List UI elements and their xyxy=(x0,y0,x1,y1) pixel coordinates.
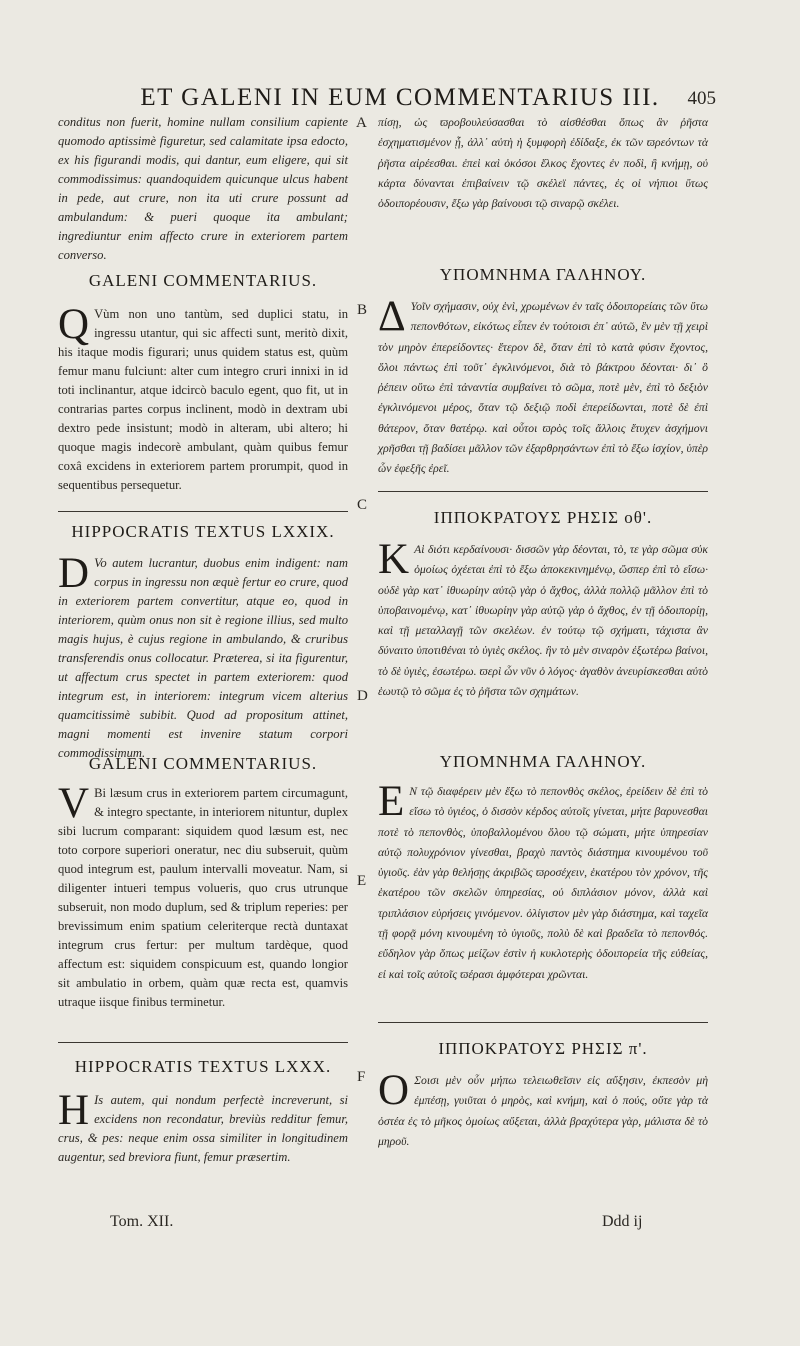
drop-cap: Ε xyxy=(378,778,405,825)
greek-textus-80 xyxy=(378,1067,708,1157)
latin-intro: conditus non fuerit, homine nullam consilium capiente quomodo aptissimè figuretur, sed calamitate ipsa edocto, ex his figurandi modis, qui dantur, eum eligere, qui sit commodissimus: quandoquidem quicunque ulcus habent in pede, aut crure, non ita uti crure possunt ad ambulandum: & pueri quoque ita ambulant; ingrediuntur enim affecto crure in exteriorem partem converso. xyxy=(58,115,348,262)
running-title: ET GALENI IN EUM COMMENTARIUS III. xyxy=(140,84,660,111)
margin-letter-c: C xyxy=(357,497,368,513)
greek-commentary-2 xyxy=(378,778,708,1004)
signature-mark: Ddd ij xyxy=(602,1213,643,1230)
greek-commentary-1-text: Υοῖν σχήμασιν, οὐχ ἑνὶ, χρωμένων ἐν ταῖς ὁδοιπορείαις τῶν ὕτω πεπονθότων, εἰκότως εἶπεν ἐν τούτοισι ἐπ᾽ αὐτῶ, ἓν μὲν τῇ χειρὶ τὸν μηρὸν ἐπερείδοντες· ἕτερον δὲ, ὅταν ἐπὶ τὸ κατὰ φύσιν ἔχοντος, ὅλοι πάντως ἐπὶ τοῦτ᾽ ἐγκλινόμενοι, διὰ τὸ βάκτρου δέονται· δι᾽ ὃ ῥέπειν οὕτω ἐπὶ τἀναντία συμβαίνει τὸ σῶμα, ποτὲ μὲν, ἐπὶ τὸ δεξιὸν ἐγκλινόμενοι μέρος, ὅταν τῷ δεξιῷ ποδὶ ἐπερείδωνται, ποτὲ δὲ ἐπὶ θάτερον, ὅταν θατέρῳ. καὶ οὗτοι ϖρὸς τοῖς ἄλλοις ἔτυχεν ἀσχήμονι χρῆσθαι τῇ βαδίσει μᾶλλον τῶν ἐξαρθρησάντων ἐπὶ τὸ ἔξω ἰσχίον, ὑπὲρ ὧν ἐφεξῆς ἐρεῖ. xyxy=(378,300,708,476)
drop-cap: Q xyxy=(58,301,90,348)
greek-textus-79 xyxy=(378,536,708,740)
drop-cap: H xyxy=(58,1087,90,1134)
margin-letter-e: E xyxy=(357,873,367,889)
latin-heading-textus-80: HIPPOCRATIS TEXTUS LXXX. xyxy=(74,1057,332,1076)
greek-commentary-2-text: Ν τῷ διαφέρειν μὲν ἔξω τὸ πεπονθὸς σκέλος, ἐρείδειν δὲ ἐπὶ τὸ εἴσω τὸ ὑγιέος, ὁ δισσὸν κέρδος αὐτοῖς γίνεται, μήτε βαρυνεσθαι ποτὲ τὸ πεπονθὸς, ὑποβαλλομένου ὅλου τῷ σώματι, μήτε ὑπηρεσίαν αὐτῷ πολυχρόνιον γίνεσθαι, βραχὺ παντὸς διάστημα κινουμένου τοῦ ὑγιοῦς. ἐὰν γὰρ θελήσῃς ἀκριβῶς ϖροσέχειν, ἑκατέρου τὸν χρόνον, τῆς ἑκατέρου τῶν σκελῶν ὑπηρεσίας, οὐ διπλάσιον μόνον, ἀλλὰ καὶ τριπλάσιον εὑρήσεις γινόμενον. ὀλίγιστον μὲν γὰρ διάστημα, καὶ ταχεῖα τῇ φορᾷ μόνη κινουμένη τὸ ὑγιοῦς, πολὺ δὲ καὶ βραδεῖα τὸ πεπονθός. εὔδηλον γὰρ ὅπως μείζων ἐστὶν ἡ κυκλοτερὴς ὁδοιπορεία τῆς εὐθείας, εἰ καὶ τοῖς αὐτοῖς ϖέρασι ἀμφότεραι χρῶνται. xyxy=(378,785,708,981)
greek-column xyxy=(378,113,708,1157)
latin-commentary-1 xyxy=(58,301,348,497)
page-number: 405 xyxy=(687,88,716,109)
latin-textus-80 xyxy=(58,1087,348,1187)
drop-cap: V xyxy=(58,780,90,827)
latin-textus-79-text: Vo autem lucrantur, duobus enim indigent: nam corpus in ingressu non æquè fertur eo crure, quod in exteriorem partem convertitur, atque eo, quod in interiorem, quùm onus non sit è regione illius, sed multo magis hujus, è cujus regione in ambulando, & cruribus transferendis onus collocatur. Præterea, si ita figurentur, ut affectum crus spectet in partem exteriorem: quod integrum est, in interiorem: integrum vicem alterius quamcitissimè subibit. Quod ad propositum attinet, magni momenti est invenire statum corpori commodissimum. xyxy=(58,556,348,760)
drop-cap: D xyxy=(58,550,90,597)
drop-cap: Δ xyxy=(378,293,406,340)
margin-letter-d: D xyxy=(357,688,368,704)
latin-textus-80-text: Is autem, qui nondum perfectè increverunt, si excidens non recondatur, breviùs redditur femur, crus, & pes: neque enim ossa similiter in longitudinem augentur, sed breviora fiunt, femur præsertim. xyxy=(58,1093,348,1164)
drop-cap: Κ xyxy=(378,536,410,583)
margin-letter-b: B xyxy=(357,302,368,318)
latin-heading-galeni-1: GALENI COMMENTARIUS. xyxy=(88,271,318,290)
margin-letter-f: F xyxy=(357,1069,366,1085)
latin-heading-galeni-2: GALENI COMMENTARIUS. xyxy=(88,754,318,773)
greek-textus-80-text: Σοισι μὲν οὖν μήπω τελειωθεῖσιν εἰς αὔξησιν, ἐκπεσὸν μὴ ἐμπέσῃ, γυιῦται ὁ μηρὸς, καὶ κνήμη, καὶ ὁ πούς, οὔτε γὰρ τὰ ὀστέα ἐς τὸ μῆκος ὁμοίως αὔξεται, ἀλλὰ βραχύτερα γὰρ, μάλιστα δὲ τὸ μηροῦ. xyxy=(378,1074,708,1148)
volume-label: Tom. XII. xyxy=(110,1213,174,1230)
latin-textus-79 xyxy=(58,550,348,760)
latin-commentary-1-text: Vùm non uno tantùm, sed duplici statu, in ingressu utantur, qui sic affecti sunt, meritò dixit, his itaque modis figurari; unus quidem status est, quùm femur manu fulciunt: alter cum integro cruri innixi in id toti inclinantur, atque idcircò baculo egent, quo fit, ut in contrarias partes corpus inclinent, modò in dextram ubi dextro pede insistunt; modò in alteram, ubi altero; hi quoque magis indecorè ambulant, quàm quibus femur coxâ excidens in exteriorem partem prorumpit, quod in sequentibus persequetur. xyxy=(58,307,348,492)
greek-commentary-1 xyxy=(378,293,708,485)
latin-heading-textus-79: HIPPOCRATIS TEXTUS LXXIX. xyxy=(71,522,335,541)
latin-commentary-2-text: Bi læsum crus in exteriorem partem circumagunt, & integro spectante, in interiorem nituntur, duplex sibi lucrum comparant: siquidem quod læsum est, nec toto corpore superiori oneratur, nec diu subseruit, quùm quod integrum est, paulum intervalli moveatur. Nam, si diligenter intueri tempus volueris, quo crus utrunque subseruit, non modo duplum, sed & triplum reperies: per brevissimum enim spatium celeriterque rectà duntaxat integrum crus fertur: per multum tardèque, quod affectum est: siquidem conspicuum est, quando longior sit ambulatio in orbem, quàm quæ recta est, quamvis utraque iisque finibus terminetur. xyxy=(58,786,348,1009)
greek-heading-hypomnema-1: ΥΠΟΜΝΗΜΑ ΓΑΛΗΝΟΥ. xyxy=(439,265,647,284)
latin-column xyxy=(58,113,348,1187)
latin-commentary-2 xyxy=(58,780,348,1032)
greek-heading-rhesis-79: ΙΠΠΟΚΡΑΤΟΥΣ ΡΗΣΙΣ οθ'. xyxy=(433,508,653,527)
greek-heading-rhesis-80: ΙΠΠΟΚΡΑΤΟΥΣ ΡΗΣΙΣ π'. xyxy=(438,1039,648,1058)
margin-letter-a: A xyxy=(356,115,367,131)
drop-cap: Ο xyxy=(378,1067,410,1114)
greek-heading-hypomnema-2: ΥΠΟΜΝΗΜΑ ΓΑΛΗΝΟΥ. xyxy=(439,752,647,771)
greek-intro: πίσῃ, ὡς ϖροβουλεύσασθαι τὸ αἰσθέσθαι ὅπως ἂν ῥῆστα ἐσχηματισμένον ᾖ, ἀλλ᾽ αὐτὴ ἡ ξυμφορὴ ἐδίδαξε, ἐκ τῶν ϖρεόντων τὰ ῥῆστα αἱρέεσθαι. ἐπεὶ καὶ ὁκόσοι ἕλκος ἔχοντες ἐν ποδὶ, ἢ κνήμῃ, οὐ κάρτα δύνανται ἐπιβαίνειν τῷ σκέλεϊ πάντες, ἐς οἱ νήπιοι ὕτως ὁδοιπορέουσιν, ἔξω γὰρ βαίνουσι τῷ σιναρῷ σκέλει. xyxy=(378,116,708,211)
greek-textus-79-text: Αὶ διότι κερδαίνουσι· δισσῶν γὰρ δέονται, τὸ, τε γὰρ σῶμα σὐκ ὁμοίως ὀχέεται ἐπὶ τὸ ἔξω ἀποκεκινημένῳ, ὥσπερ ἐπὶ τὸ εἴσω· οὐδὲ γὰρ κατ᾽ ἰθυωρίην αὐτῷ γὰρ ὁ ἄχθος, ἀλλὰ πολλῷ μᾶλλον ἐπὶ τὸ ὑποβαινομένῳ, κατ᾽ ἰθυωρίην γὰρ αὐτῷ γὰρ ὁ ἄχθος, ἐν τῇ ὁδοιπορίῃ, καὶ τῇ μεταλλαγῇ τῶν σκελέων. ἐν τούτῳ τῷ σχήματι, τάχιστα ἂν δύναιτο ὑποτιθέναι τὸ ὑγιὲς σκέλος. ἢν τὸ μὲν σιναρὸν ἐξωτέρω βαίνοι, τὸ δὲ ὑγιὲς, ἐσωτέρω. ϖερὶ ὧν νῦν ὁ λόγος· ἀγαθὸν ἀνευρίσκεσθαι αὐτὸ ἑωυτῷ τὸ σῶμα ἐς τὸ ῥῆστα τῶν σχημάτων. xyxy=(378,543,708,699)
